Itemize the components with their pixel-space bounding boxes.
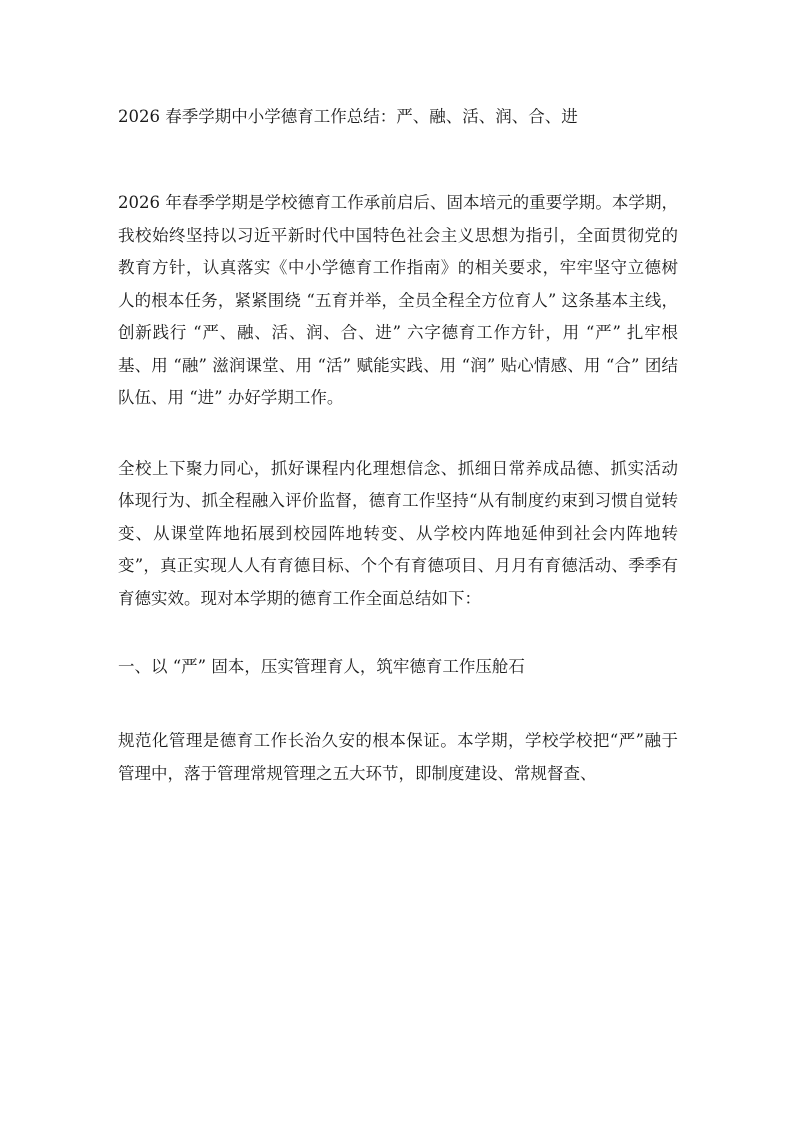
section-paragraph: 规范化管理是德育工作长治久安的根本保证。本学期，学校学校把“严”融于管理中，落于管理常规管理之五大环节，即制度建设、常规督查、 bbox=[118, 731, 678, 783]
document-title: 2026 春季学期中小学德育工作总结：严、融、活、润、合、进 bbox=[118, 107, 578, 126]
intro-paragraph: 2026 年春季学期是学校德育工作承前启后、固本培元的重要学期。本学期，我校始终坚持以习近平新时代中国特色社会主义思想为指引，全面贯彻党的教育方针，认真落实《中小学德育工作指南》的相关要求，牢牢坚守立德树人的根本任务，紧紧围绕 “五育并举，全员全程全方位育人” 这条基本主线，创新践行 “严、融、活、润、合、进” 六字德育工作方针，用 “严” 扎牢根基、用 “融” 滋润课堂、用 “活” 赋能实践、用 “润” 贴心情感、用 “合” 团结队伍、用 “进” 办好学期工作。 bbox=[118, 193, 678, 407]
section-heading: 一、以 “严” 固本，压实管理育人，筑牢德育工作压舱石 bbox=[118, 657, 525, 676]
document-body bbox=[118, 103, 678, 790]
overview-paragraph: 全校上下聚力同心，抓好课程内化理想信念、抓细日常养成品德、抓实活动体现行为、抓全程融入评价监督，德育工作坚持“从有制度约束到习惯自觉转变、从课堂阵地拓展到校园阵地转变、从学校内阵地延伸到社会内阵地转变”，真正实现人人有育德目标、个个有育德项目、月月有育德活动、季季有育德实效。现对本学期的德育工作全面总结如下： bbox=[118, 458, 678, 608]
